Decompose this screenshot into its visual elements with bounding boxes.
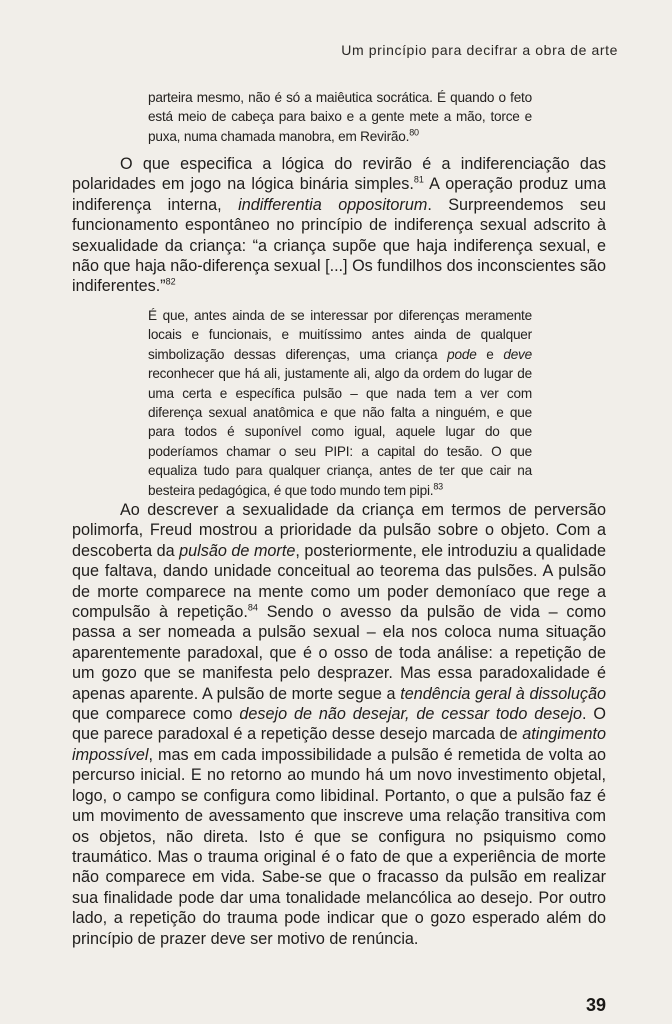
quote-text: É que, antes ainda de se interessar por diferenças meramente locais e funcionais, e muitíssimo antes ainda de qualquer simbolização dessas diferenças, uma criança — [148, 308, 532, 362]
paragraph-1 — [72, 154, 606, 297]
paragraph-text: O que especifica a lógica do revirão é a indiferenciação das polaridades em jogo na lógica binária simples. — [72, 155, 606, 194]
italic-term: atingimento impossível — [72, 725, 606, 764]
paragraph-text: A operação produz uma indiferença interna, — [72, 175, 606, 214]
quote-text: parteira mesmo, não é só a maiêutica socrática. É quando o feto está meio de cabeça para baixo e a gente mete a mão, torce e puxa, numa chamada manobra, em Revirão. — [148, 90, 532, 144]
quote-text: e — [476, 346, 504, 362]
italic-term: pode — [447, 346, 477, 362]
block-quote-2 — [148, 306, 532, 500]
quote-text: reconhecer que há ali, justamente ali, algo da ordem do lugar de uma certa e específica pulsão – que nada tem a ver com diferença sexual anatômica e que não falta a ninguém, e que para todos é suponível como igual, aquele lugar do que poderíamos chamar o seu PIPI: a capital do tesão. O que equaliza tudo para qualquer criança, antes de ter que cair na besteira pedagógica, é que todo mundo tem pipi. — [148, 366, 532, 498]
italic-term: pulsão de morte — [179, 541, 296, 560]
paragraph-2 — [72, 500, 606, 949]
paragraph-text: que comparece como — [72, 705, 240, 724]
paragraph-text: . O que parece paradoxal é a repetição desse desejo marcada de — [72, 705, 606, 744]
footnote-ref-83: 83 — [433, 481, 443, 492]
paragraph-text: , posteriormente, ele introduziu a qualidade que faltava, dando unidade conceitual ao teorema das pulsões. A pulsão de morte comparece na mente como um poder demoníaco que rege a compulsão à repetição. — [72, 541, 606, 622]
paragraph-text: Sendo o avesso da pulsão de vida – como passa a ser nomeada a pulsão sexual – ela nos coloca numa situação aparentemente paradoxal, que é o osso de toda análise: a repetição de um gozo que se manifesta pelo desprazer. Mas essa paradoxalidade é apenas aparente. A pulsão de morte segue a — [72, 603, 606, 703]
italic-term: desejo de não desejar, de cessar todo desejo — [239, 705, 582, 724]
paragraph-text: . Surpreendemos seu funcionamento espontâneo no princípio de indiferença sexual adscrito à sexualidade da criança: “a criança supõe que haja indiferença sexual, e não que haja não-diferença sexual [...] Os fundilhos dos inconscientes são indiferentes.” — [72, 195, 606, 296]
block-quote-1 — [148, 88, 532, 146]
paragraph-text: , mas em cada impossibilidade a pulsão é remetida de volta ao percurso inicial. E no retorno ao mundo há um novo investimento objetal, logo, o campo se configura como libidinal. Portanto, o que a pulsão faz é um movimento de avessamento que inscreve uma relação transitiva com os objetos, não direta. Isto é que se configura no psiquismo como traumático. Mas o trauma original é o fato de que a experiência de morte não comparece em vida. Sabe-se que o fracasso da pulsão em realizar sua finalidade pode dar uma tonalidade melancólica ao desejo. Por outro lado, a repetição do trauma pode indicar que o gozo esperado além do princípio de prazer deve ser motivo de renúncia. — [72, 745, 606, 948]
footnote-ref-82: 82 — [165, 277, 176, 288]
paragraph-text: Ao descrever a sexualidade da criança em termos de perversão polimorfa, Freud mostrou a prioridade da pulsão sobre o objeto. Com a descoberta da — [72, 501, 606, 560]
footnote-ref-80: 80 — [409, 127, 419, 138]
page-number: 39 — [585, 995, 606, 1015]
italic-term: indifferentia oppositorum — [238, 195, 428, 214]
footnote-ref-84: 84 — [247, 602, 258, 613]
italic-term: deve — [503, 346, 533, 362]
italic-term: tendência geral à dissolução — [400, 684, 606, 703]
running-header: Um princípio para decifrar a obra de arte — [341, 42, 618, 58]
footnote-ref-81: 81 — [413, 175, 424, 186]
